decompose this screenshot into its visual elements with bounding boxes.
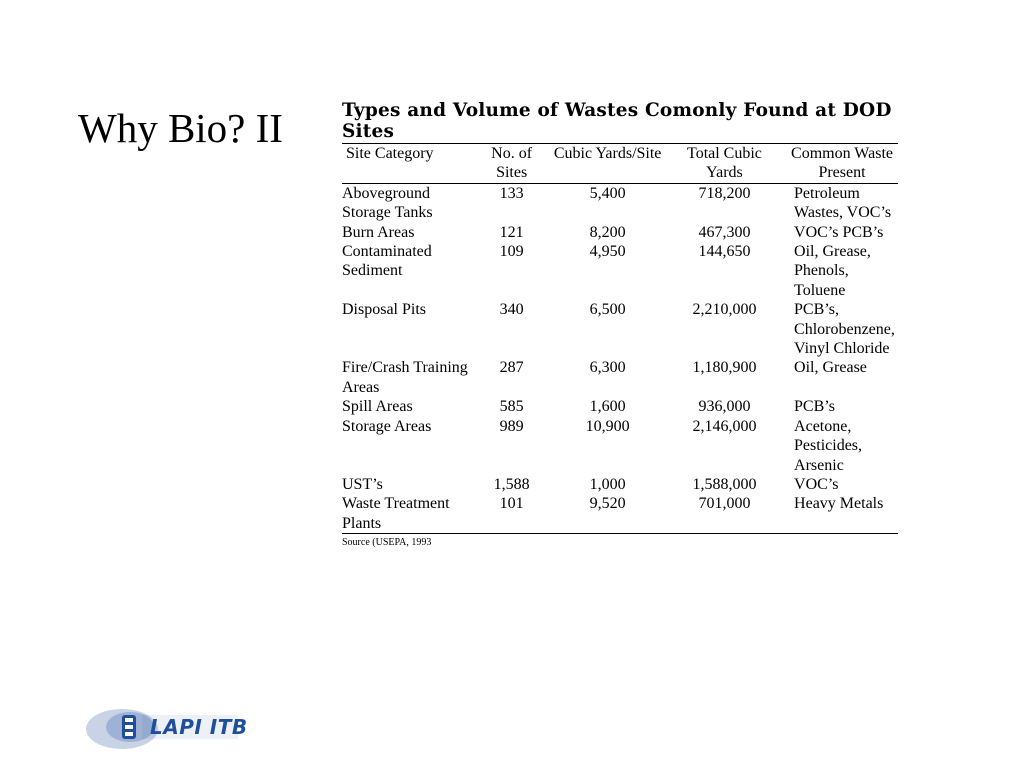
table-row	[342, 300, 898, 358]
cell-common-waste: Heavy Metals	[794, 495, 884, 513]
table-row	[342, 242, 898, 300]
cell-total-cubic-yards: 467,300	[698, 223, 751, 241]
waste-table	[342, 143, 898, 534]
table-row	[342, 223, 898, 242]
table-header-row	[342, 144, 898, 184]
cell-common-waste: VOC’s	[794, 475, 839, 493]
cell-site-category: Waste Treatment Plants	[342, 495, 450, 532]
logo-text: LAPI ITB	[150, 715, 248, 739]
cell-total-cubic-yards: 936,000	[698, 398, 751, 416]
waste-table-section	[342, 100, 898, 550]
cell-no-of-sites: 287	[499, 359, 524, 377]
cell-no-of-sites: 585	[499, 398, 524, 416]
cell-site-category: Storage Areas	[342, 417, 432, 435]
table-row	[342, 417, 898, 475]
cell-site-category: Aboveground Storage Tanks	[342, 184, 433, 222]
cell-total-cubic-yards: 1,588,000	[692, 475, 757, 493]
cell-cubic-yards-site: 8,200	[589, 223, 626, 241]
cell-no-of-sites: 340	[499, 301, 524, 319]
table-row	[342, 494, 898, 533]
cell-common-waste: PCB’s, Chlorobenzene, Vinyl Chloride	[794, 301, 895, 358]
cell-cubic-yards-site: 1,600	[589, 398, 626, 416]
cell-common-waste: Acetone, Pesticides, Arsenic	[794, 417, 863, 474]
cell-cubic-yards-site: 5,400	[589, 184, 626, 202]
cell-site-category: Spill Areas	[342, 398, 413, 416]
cell-cubic-yards-site: 9,520	[589, 495, 626, 513]
header-common-waste: Common Waste Present	[791, 145, 893, 182]
cell-cubic-yards-site: 6,500	[589, 301, 626, 319]
cell-no-of-sites: 989	[499, 417, 524, 435]
table-row	[342, 183, 898, 222]
cell-cubic-yards-site: 6,300	[589, 359, 626, 377]
table-row	[342, 358, 898, 397]
cell-site-category: Burn Areas	[342, 223, 415, 241]
header-site-category: Site Category	[346, 145, 434, 162]
cell-cubic-yards-site: 1,000	[589, 475, 626, 493]
cell-total-cubic-yards: 718,200	[698, 184, 751, 202]
cell-common-waste: PCB’s	[794, 398, 835, 416]
cell-no-of-sites: 109	[499, 243, 524, 261]
cell-common-waste: Oil, Grease	[794, 359, 867, 377]
cell-total-cubic-yards: 701,000	[698, 495, 751, 513]
cell-site-category: UST’s	[342, 475, 383, 493]
cell-site-category: Fire/Crash Training Areas	[342, 359, 468, 396]
slide-title: Why Bio? II	[78, 105, 283, 151]
header-cubic-yards-site: Cubic Yards/Site	[553, 145, 662, 162]
cell-cubic-yards-site: 10,900	[585, 417, 630, 435]
cell-total-cubic-yards: 1,180,900	[692, 359, 757, 377]
header-no-of-sites: No. of Sites	[491, 145, 533, 182]
table-row	[342, 475, 898, 494]
table-source-note: Source (USEPA, 1993	[342, 537, 432, 549]
cell-no-of-sites: 133	[499, 184, 524, 202]
cell-site-category: Disposal Pits	[342, 301, 427, 319]
cell-no-of-sites: 101	[499, 495, 524, 513]
table-row	[342, 397, 898, 416]
cell-site-category: Contaminated Sediment	[342, 243, 432, 280]
cell-common-waste: Oil, Grease, Phenols, Toluene	[794, 243, 871, 299]
header-total-cubic-yards: Total Cubic Yards	[687, 145, 762, 182]
cell-common-waste: Petroleum Wastes, VOC’s	[794, 184, 892, 222]
cell-no-of-sites: 1,588	[493, 475, 530, 493]
cell-total-cubic-yards: 2,210,000	[692, 301, 757, 319]
cell-total-cubic-yards: 144,650	[698, 243, 751, 261]
cell-common-waste: VOC’s PCB’s	[794, 223, 884, 241]
cell-cubic-yards-site: 4,950	[589, 243, 626, 261]
cell-total-cubic-yards: 2,146,000	[692, 417, 757, 435]
table-title: Types and Volume of Wastes Comonly Found at DOD Sites	[342, 100, 892, 142]
lapi-itb-logo	[86, 706, 246, 752]
cell-no-of-sites: 121	[499, 223, 524, 241]
